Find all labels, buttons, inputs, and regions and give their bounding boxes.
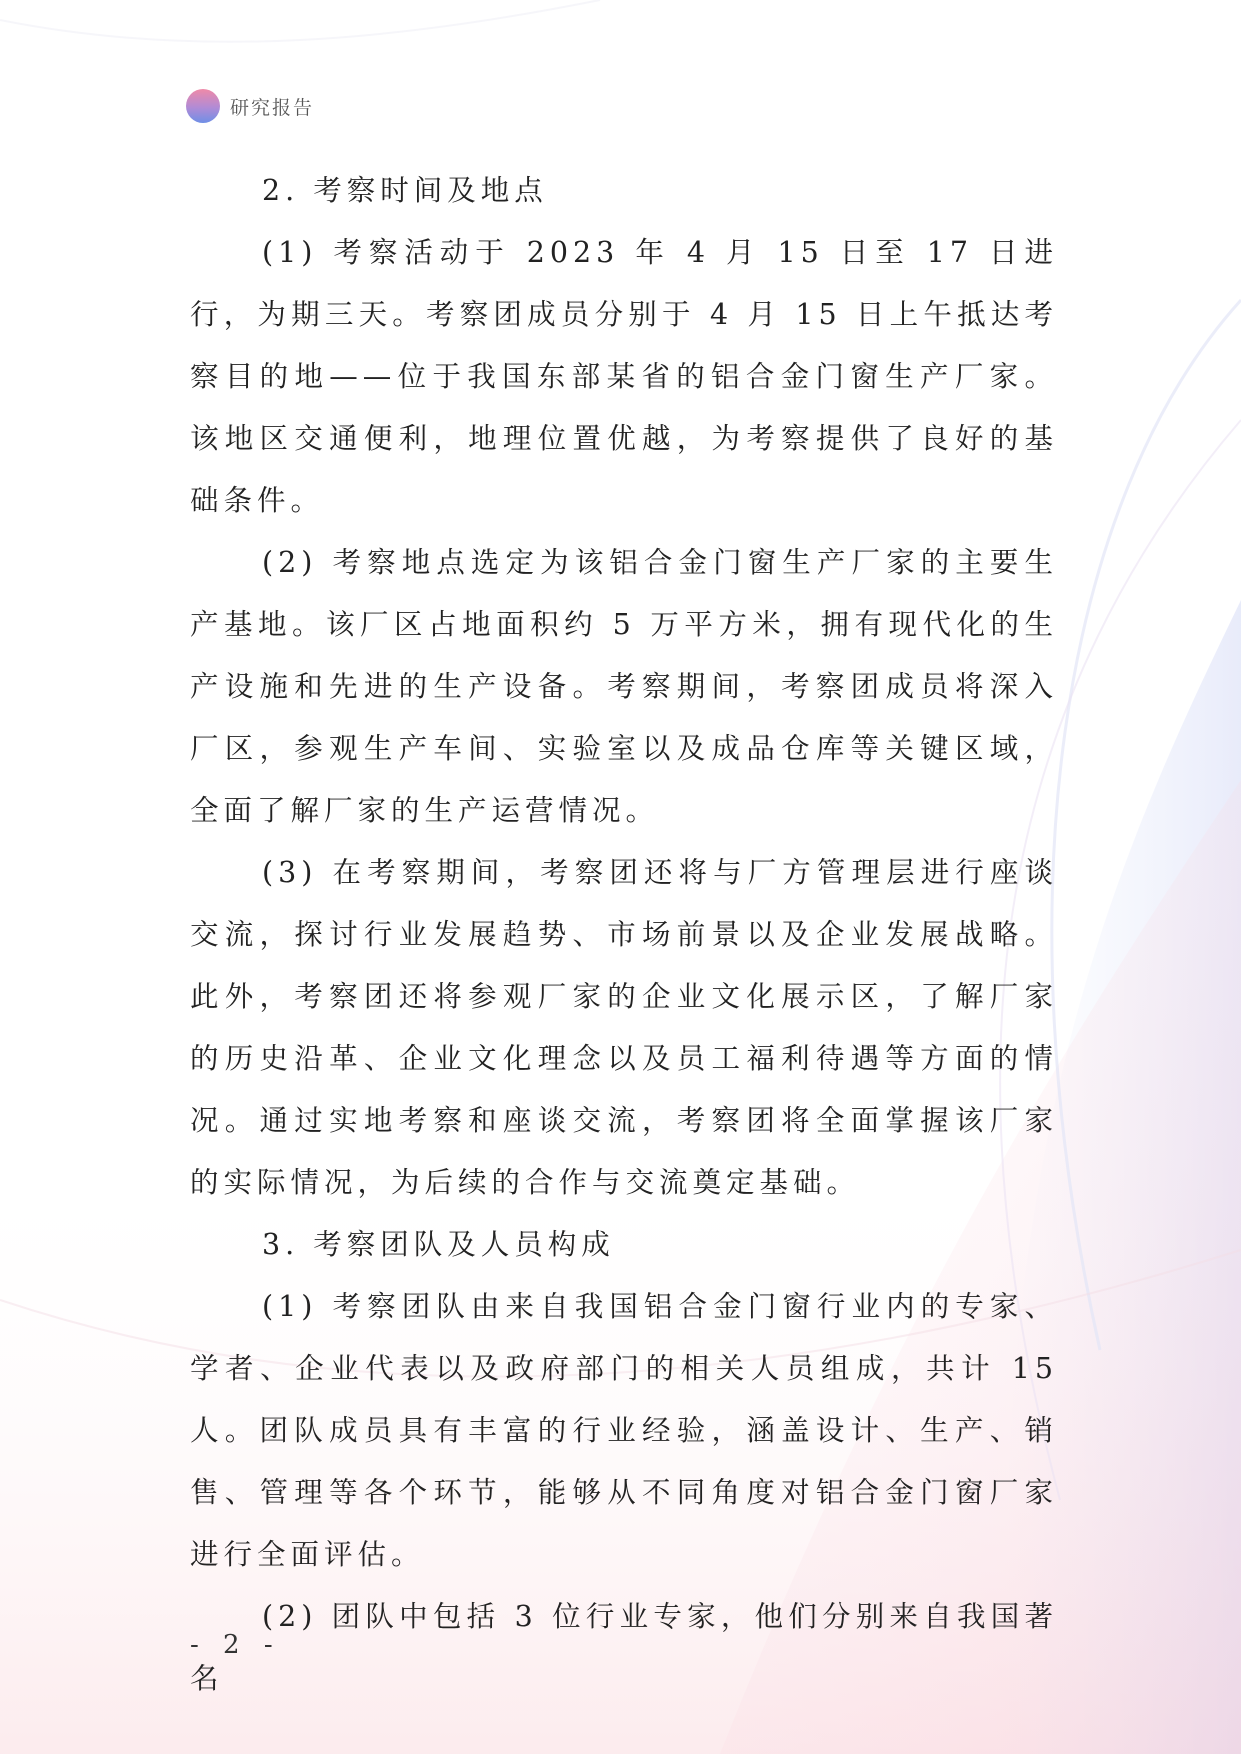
page-number: - 2 - — [190, 1630, 281, 1660]
report-header — [186, 88, 314, 124]
logo-icon — [186, 89, 220, 123]
section-heading-time-location: 2. 考察时间及地点 — [262, 174, 548, 207]
document-body — [190, 160, 1058, 1710]
paragraph-5: (2) 团队中包括 3 位行业专家，他们分别来自我国著名 — [190, 1600, 1058, 1695]
paragraph-1: (1) 考察活动于 2023 年 4 月 15 日至 17 日进行，为期三天。考察团成员分别于 4 月 15 日上午抵达考察目的地——位于我国东部某省的铝合金门窗生产厂家。该地区交通便利，地理位置优越，为考察提供了良好的基础条件。 — [190, 236, 1058, 517]
paragraph-3: (3) 在考察期间，考察团还将与厂方管理层进行座谈交流，探讨行业发展趋势、市场前景以及企业发展战略。此外，考察团还将参观厂家的企业文化展示区，了解厂家的历史沿革、企业文化理念以及员工福利待遇等方面的情况。通过实地考察和座谈交流，考察团将全面掌握该厂家的实际情况，为后续的合作与交流奠定基础。 — [190, 856, 1058, 1199]
header-title: 研究报告 — [230, 96, 315, 119]
paragraph-4: (1) 考察团队由来自我国铝合金门窗行业内的专家、学者、企业代表以及政府部门的相关人员组成，共计 15 人。团队成员具有丰富的行业经验，涵盖设计、生产、销售、管理等各个环节，能够从不同角度对铝合金门窗厂家进行全面评估。 — [190, 1290, 1058, 1571]
paragraph-2: (2) 考察地点选定为该铝合金门窗生产厂家的主要生产基地。该厂区占地面积约 5 万平方米，拥有现代化的生产设施和先进的生产设备。考察期间，考察团成员将深入厂区，参观生产车间、实验室以及成品仓库等关键区域，全面了解厂家的生产运营情况。 — [190, 546, 1058, 827]
section-heading-team: 3. 考察团队及人员构成 — [262, 1228, 615, 1261]
